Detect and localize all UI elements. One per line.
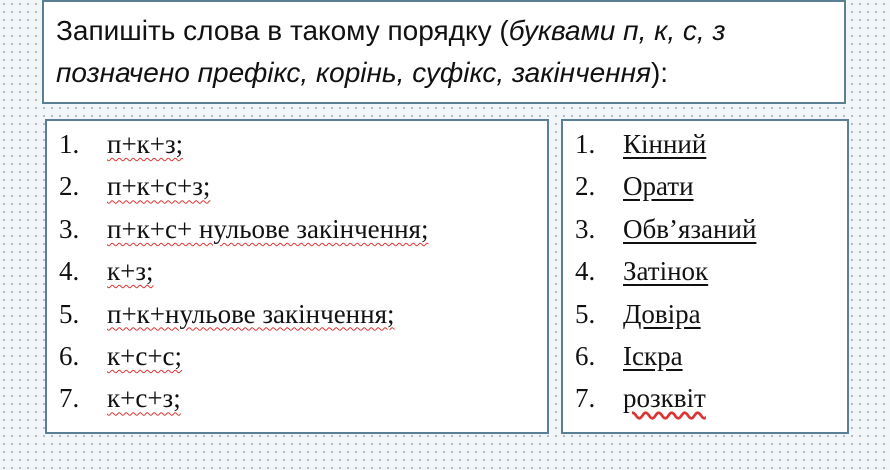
formula-text: п+к+з; [107,129,184,159]
list-item [575,377,756,419]
item-number: 1. [575,129,596,159]
word-text: Обв’язаний [623,213,757,244]
formula-text: к+з; [107,256,154,287]
list-item [59,293,428,335]
item-number: 1. [59,129,80,159]
task-instruction-box [42,0,846,104]
item-number: 6. [59,340,80,371]
formula-text: п+к+с+ нульове закінчення; [107,213,429,244]
task-instruction-text [56,10,844,94]
list-item [59,335,428,377]
formula-text: к+с+с; [107,340,183,371]
list-item [59,165,428,207]
word-list-box [561,119,849,434]
word-text: Довіра [623,298,701,329]
list-item [575,123,756,165]
word-text: Затінок [623,256,709,287]
formula-text: п+к+нульове закінчення; [107,298,395,329]
word-text: розквіт [623,383,706,414]
list-item [59,123,428,165]
word-text: Орати [623,171,694,202]
list-item [575,293,756,335]
item-number: 3. [59,213,80,244]
item-number: 3. [575,213,596,244]
list-item [59,250,428,292]
item-number: 2. [59,171,80,202]
word-text: Іскра [623,340,683,371]
formula-list-box [45,119,549,434]
item-number: 7. [59,383,80,414]
formula-text: п+к+с+з; [107,171,211,202]
task-suffix: ): [650,57,669,88]
list-item [575,208,756,250]
formula-text: к+с+з; [107,383,181,414]
item-number: 5. [59,298,80,329]
word-text: Кінний [623,129,707,159]
item-number: 7. [575,383,596,414]
list-item [575,250,756,292]
item-number: 5. [575,298,596,329]
task-prefix: Запишіть слова в такому порядку ( [56,15,509,46]
list-item [59,377,428,419]
word-list [575,123,756,420]
task-italic-note: буквами п, к, с, з позначено префікс, корінь, суфікс, закінчення [56,15,726,88]
list-item [575,335,756,377]
item-number: 2. [575,171,596,202]
list-item [59,208,428,250]
item-number: 4. [575,256,596,287]
item-number: 6. [575,340,596,371]
list-item [575,165,756,207]
formula-list [59,123,428,420]
item-number: 4. [59,256,80,287]
